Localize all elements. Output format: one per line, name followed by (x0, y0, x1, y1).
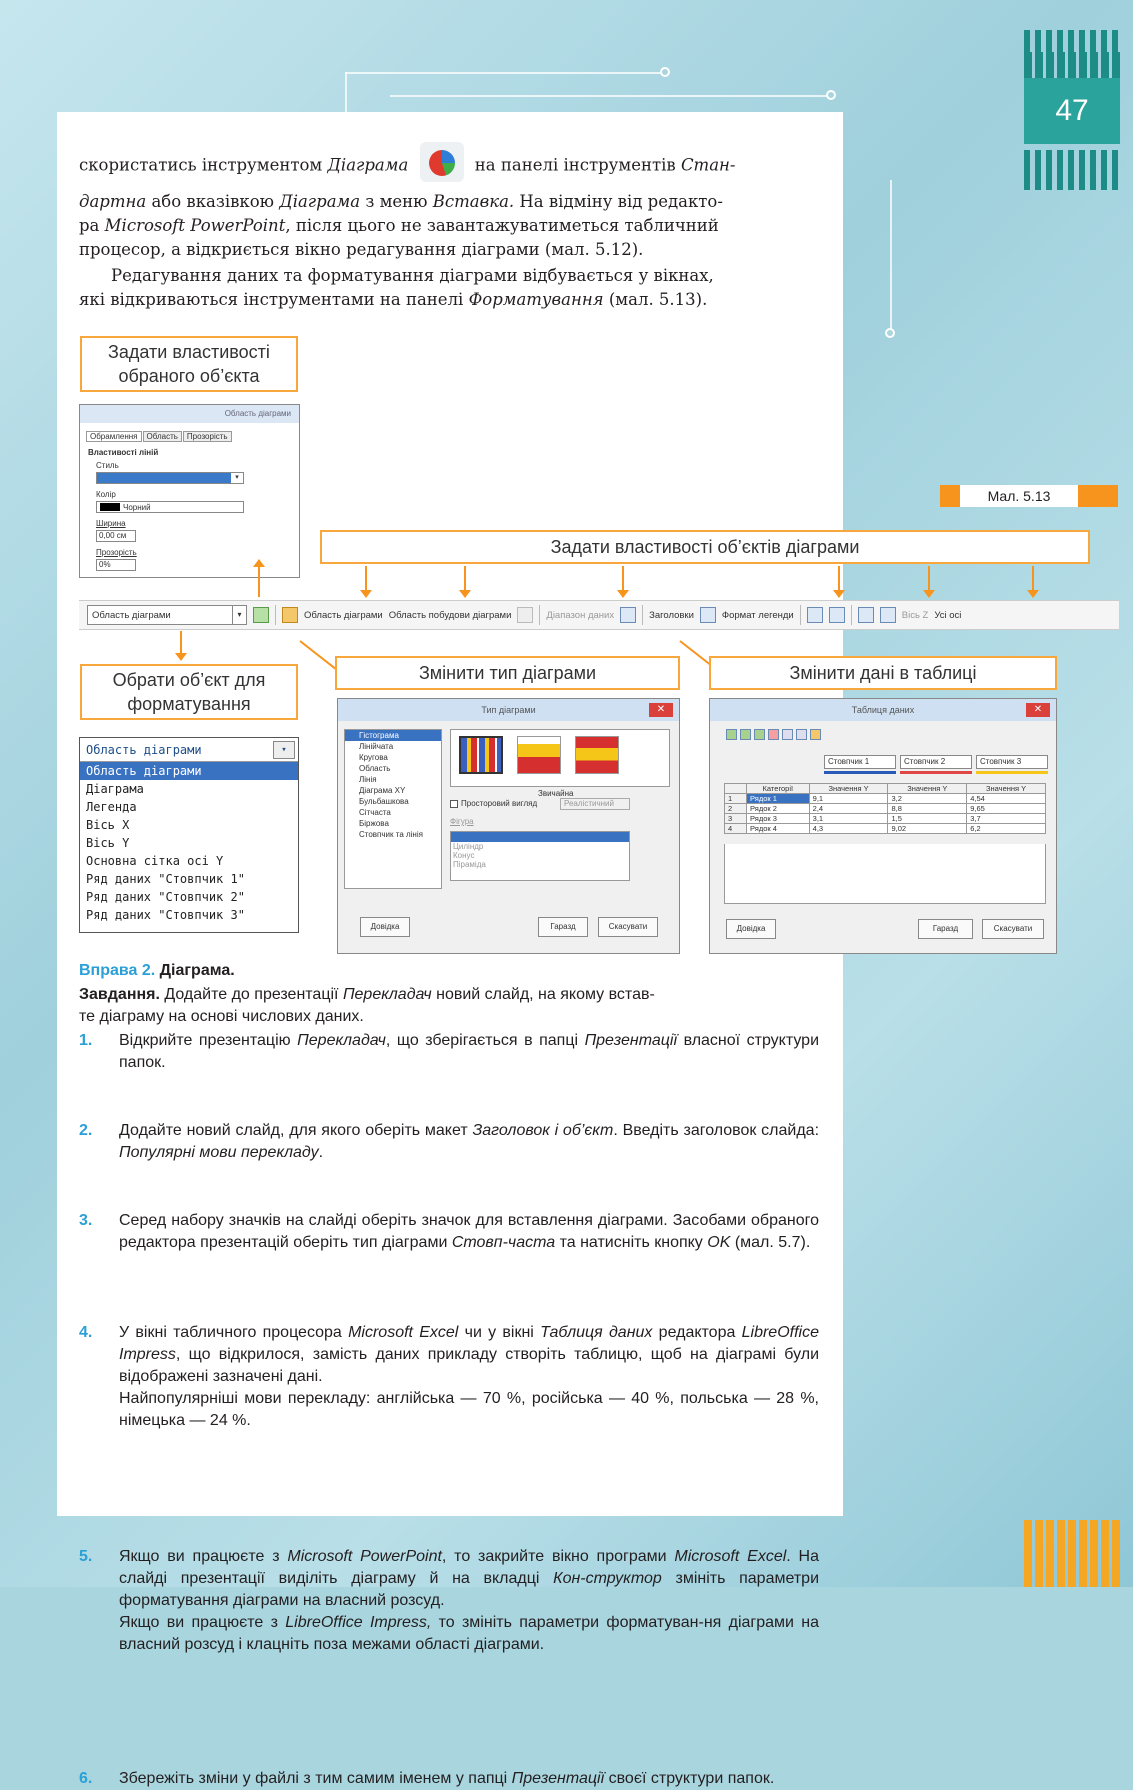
props-section: Властивості ліній (88, 448, 159, 457)
list-item[interactable]: Основна сітка осі Y (86, 854, 224, 868)
list-item[interactable]: Гістограма (345, 730, 441, 741)
series-header-2: Стовпчик 2 (900, 755, 972, 769)
list-item[interactable]: Область (359, 764, 391, 773)
tab-transparency[interactable]: Прозорість (183, 431, 232, 442)
decor-line (390, 95, 830, 97)
callout-change-data: Змінити дані в таблиці (709, 656, 1057, 690)
list-item[interactable]: Конус (453, 851, 475, 860)
decor-line (345, 72, 347, 112)
footer-ticks (1024, 1520, 1120, 1587)
transparency-input[interactable]: 0% (96, 559, 136, 571)
arrow (180, 631, 182, 659)
chart-type-icon[interactable] (282, 607, 298, 623)
data-table-dialog-title: Таблиця даних ✕ (710, 699, 1056, 721)
format-selection-icon[interactable] (253, 607, 269, 623)
page-tab-ticks (1024, 52, 1120, 78)
list-item[interactable]: Вісь X (86, 818, 130, 832)
list-item[interactable]: Область діаграми (80, 762, 298, 780)
decor-line (345, 72, 665, 74)
formatting-toolbar (79, 600, 1119, 630)
toolbar-z-axis[interactable]: Вісь Z (901, 609, 929, 621)
help-button[interactable]: Довідка (726, 919, 776, 939)
decor-circle (660, 67, 670, 77)
grid-icon[interactable] (517, 607, 533, 623)
toolbar-plot-area[interactable]: Область побудови діаграми (388, 609, 512, 621)
data-table (724, 783, 1046, 834)
step-4: 4. У вікні табличного процесора Microsoft Excel чи у вікні Таблиця даних редактора LibreOffice Impress, що відкрилося, замість даних прикладу створіть таблицю, щоб на діаграмі були відображені зазначені дані. Найпопулярніші мови перекладу: англійська — 70 %, російська — 40 %, польська — 28 %, німецька — 24 %. (79, 1324, 819, 1429)
close-icon[interactable]: ✕ (649, 703, 673, 717)
list-item[interactable]: Легенда (86, 800, 137, 814)
chart-type-dialog (337, 698, 680, 954)
ok-button[interactable]: Гаразд (538, 917, 588, 937)
toolbar-chart-area[interactable]: Область діаграми (304, 609, 383, 621)
vertical-grid-icon[interactable] (829, 607, 845, 623)
table-header-row: Категорії Значення Y Значення Y Значення Y (725, 784, 1046, 794)
decor-line (890, 180, 892, 330)
y-axis-icon[interactable] (880, 607, 896, 623)
page-tab-ticks (1024, 150, 1120, 190)
page-number: 47 (1024, 78, 1120, 144)
props-dialog-title: Область діаграми (80, 405, 299, 423)
data-toolbar (726, 729, 821, 740)
intro-line-3: ра Microsoft PowerPoint, після цього не завантажуватиметься табличний (79, 216, 719, 235)
series-header-1: Стовпчик 1 (824, 755, 896, 769)
callout-change-type: Змінити тип діаграми (335, 656, 680, 690)
exercise-task: Завдання. Додайте до презентації Перекладач новий слайд, на якому встав- те діаграму на основі числових даних. (79, 986, 655, 1025)
intro-line-2: дартна або вказівкою Діаграма з меню Вставка. На відміну від редакто- (79, 192, 723, 211)
colour-select[interactable]: Чорний (96, 501, 244, 513)
horizontal-grid-icon[interactable] (807, 607, 823, 623)
delete-column-icon[interactable] (782, 729, 793, 740)
list-item[interactable]: Кругова (359, 753, 388, 762)
callout-select-object: Обрати об’єкт для форматування (80, 664, 298, 720)
colour-label: Колір (96, 490, 116, 499)
arrow (258, 567, 260, 597)
delete-row-icon[interactable] (768, 729, 779, 740)
chevron-down-icon: ▾ (232, 606, 246, 624)
arrow (1032, 566, 1034, 596)
page-tab-ticks (1024, 30, 1120, 52)
insert-text-column-icon[interactable] (754, 729, 765, 740)
table-empty-area (724, 844, 1046, 904)
intro-line-1: скористатись інструментом Діаграма на панелі інструментів Стан- (79, 146, 819, 186)
legend-icon[interactable] (700, 607, 716, 623)
subtype-panel (450, 729, 670, 787)
series-colour-1 (824, 771, 896, 774)
subtype-stacked-icon[interactable] (517, 736, 561, 774)
chart-type-dialog-title: Тип діаграми ✕ (338, 699, 679, 721)
subtype-percent-icon[interactable] (575, 736, 619, 774)
shape-label: Фігура (450, 817, 474, 826)
shape-list (450, 831, 630, 881)
intro-line-5: Редагування даних та форматування діаграми відбувається у вікнах, (111, 266, 714, 285)
insert-column-icon[interactable] (740, 729, 751, 740)
chevron-down-icon: ▾ (231, 473, 243, 483)
data-table-icon[interactable] (620, 607, 636, 623)
list-item[interactable]: Лінійчата (359, 742, 394, 751)
toolbar-titles[interactable]: Заголовки (649, 609, 694, 621)
step-3: 3. Серед набору значків на слайді оберіть значок для вставлення діаграми. Засобами обраного редактора презентацій оберіть тип діаграми Стовп-часта та натисніть кнопку OK (мал. 5.7). (79, 1212, 819, 1251)
props-tabs (86, 431, 299, 442)
cancel-button[interactable]: Скасувати (598, 917, 658, 937)
arrow (622, 566, 624, 596)
list-item[interactable]: Біржова (359, 819, 389, 828)
intro-line-4: процесор, а відкриється вікно редагування діаграми (мал. 5.12). (79, 240, 644, 259)
object-dropdown-header[interactable]: Область діаграми ▾ (80, 738, 298, 762)
toolbar-all-axes[interactable]: Усі осі (934, 609, 962, 621)
list-item[interactable]: Діаграма (86, 782, 144, 796)
step-2: 2. Додайте новий слайд, для якого оберіть макет Заголовок і об’єкт. Введіть заголовок слайда: Популярні мови перекладу. (79, 1122, 820, 1161)
spatial-select[interactable]: Реалістичний (560, 798, 630, 810)
figure-label: Мал. 5.13 (940, 485, 1118, 507)
toolbar-data-range[interactable]: Діапазон даних (546, 609, 615, 621)
table-row: 2 Рядок 2 2,4 8,8 9,65 (725, 804, 1046, 814)
decor-circle (885, 328, 895, 338)
intro-line-6: які відкриваються інструментами на панелі Форматування (мал. 5.13). (79, 290, 708, 309)
callout-set-props: Задати властивості обраного об’єкта (80, 336, 298, 392)
list-item[interactable] (451, 832, 629, 842)
subtype-label: Звичайна (538, 789, 574, 798)
props-dialog (79, 404, 300, 578)
arrow (928, 566, 930, 596)
step-4-extra: Найпопулярніші мови перекладу: англійська — 70 %, російська — 40 %, польська — 28 %, німецька — 24 %. (119, 1390, 819, 1429)
exercise-title: Вправа 2. Діаграма. (79, 962, 235, 979)
style-label: Стиль (96, 461, 119, 470)
step-1: 1. Відкрийте презентацію Перекладач, що зберігається в папці Презентації власної структури папок. (79, 1032, 820, 1071)
data-table-dialog (709, 698, 1057, 954)
series-colour-2 (900, 771, 972, 774)
list-item[interactable]: Ряд даних "Стовпчик 1" (86, 872, 245, 886)
tab-area[interactable]: Область (143, 431, 182, 442)
list-item[interactable]: Лінія (359, 775, 377, 784)
insert-row-icon[interactable] (726, 729, 737, 740)
list-item[interactable]: Ряд даних "Стовпчик 3" (86, 908, 245, 922)
list-item[interactable]: Циліндр (453, 842, 484, 851)
arrow (838, 566, 840, 596)
width-input[interactable]: 0,00 см (96, 530, 136, 542)
help-button[interactable]: Довідка (360, 917, 410, 937)
table-row: 4 Рядок 4 4,3 9,02 6,2 (725, 824, 1046, 834)
table-row: 1 Рядок 1 9,1 3,2 4,54 (725, 794, 1046, 804)
chart-type-list (344, 729, 442, 889)
move-right-icon[interactable] (810, 729, 821, 740)
arrow (464, 566, 466, 596)
spatial-checkbox[interactable]: Просторовий вигляд (450, 799, 537, 808)
step-6: 6. Збережіть зміни у файлі з тим самим іменем у папці Презентації своєї структури папок. (79, 1770, 775, 1787)
list-item[interactable]: Піраміда (453, 860, 486, 869)
list-item[interactable]: Бульбашкова (359, 797, 409, 806)
width-label: Ширина (96, 519, 126, 528)
step-5: 5. Якщо ви працюєте з Microsoft PowerPoint, то закрийте вікно програми Microsoft Excel. На слайді презентації виділіть діаграму й на вкладці Кон-структор змініть параметри форматування діаграми на власний розсуд. Якщо ви працюєте з LibreOffice Impress, то змініть параметри форматуван-ня діаграми на власний розсуд і клацніть поза межами області діаграми. (79, 1548, 820, 1653)
object-select[interactable]: Область діаграми ▾ (87, 605, 247, 625)
transparency-label: Прозорість (96, 548, 137, 557)
move-left-icon[interactable] (796, 729, 807, 740)
list-item[interactable]: Вісь Y (86, 836, 130, 850)
series-colour-3 (976, 771, 1048, 774)
list-item[interactable]: Ряд даних "Стовпчик 2" (86, 890, 245, 904)
table-row: 3 Рядок 3 3,1 1,5 3,7 (725, 814, 1046, 824)
callout-set-chart-props: Задати властивості об’єктів діаграми (320, 530, 1090, 564)
cancel-button[interactable]: Скасувати (982, 919, 1044, 939)
subtype-normal-icon[interactable] (459, 736, 503, 774)
pie-chart-icon (420, 142, 464, 182)
style-select[interactable] (96, 472, 244, 484)
close-icon[interactable]: ✕ (1026, 703, 1050, 717)
series-header-3: Стовпчик 3 (976, 755, 1048, 769)
toolbar-legend[interactable]: Формат легенди (721, 609, 794, 621)
list-item[interactable]: Діаграма XY (359, 786, 406, 795)
decor-circle (826, 90, 836, 100)
x-axis-icon[interactable] (858, 607, 874, 623)
ok-button[interactable]: Гаразд (918, 919, 973, 939)
tab-border[interactable]: Обрамлення (86, 431, 142, 442)
arrow (365, 566, 367, 596)
list-item[interactable]: Стовпчик та лінія (359, 830, 423, 839)
list-item[interactable]: Сітчаста (359, 808, 391, 817)
chevron-down-icon: ▾ (273, 741, 295, 759)
object-dropdown-list (79, 737, 299, 933)
